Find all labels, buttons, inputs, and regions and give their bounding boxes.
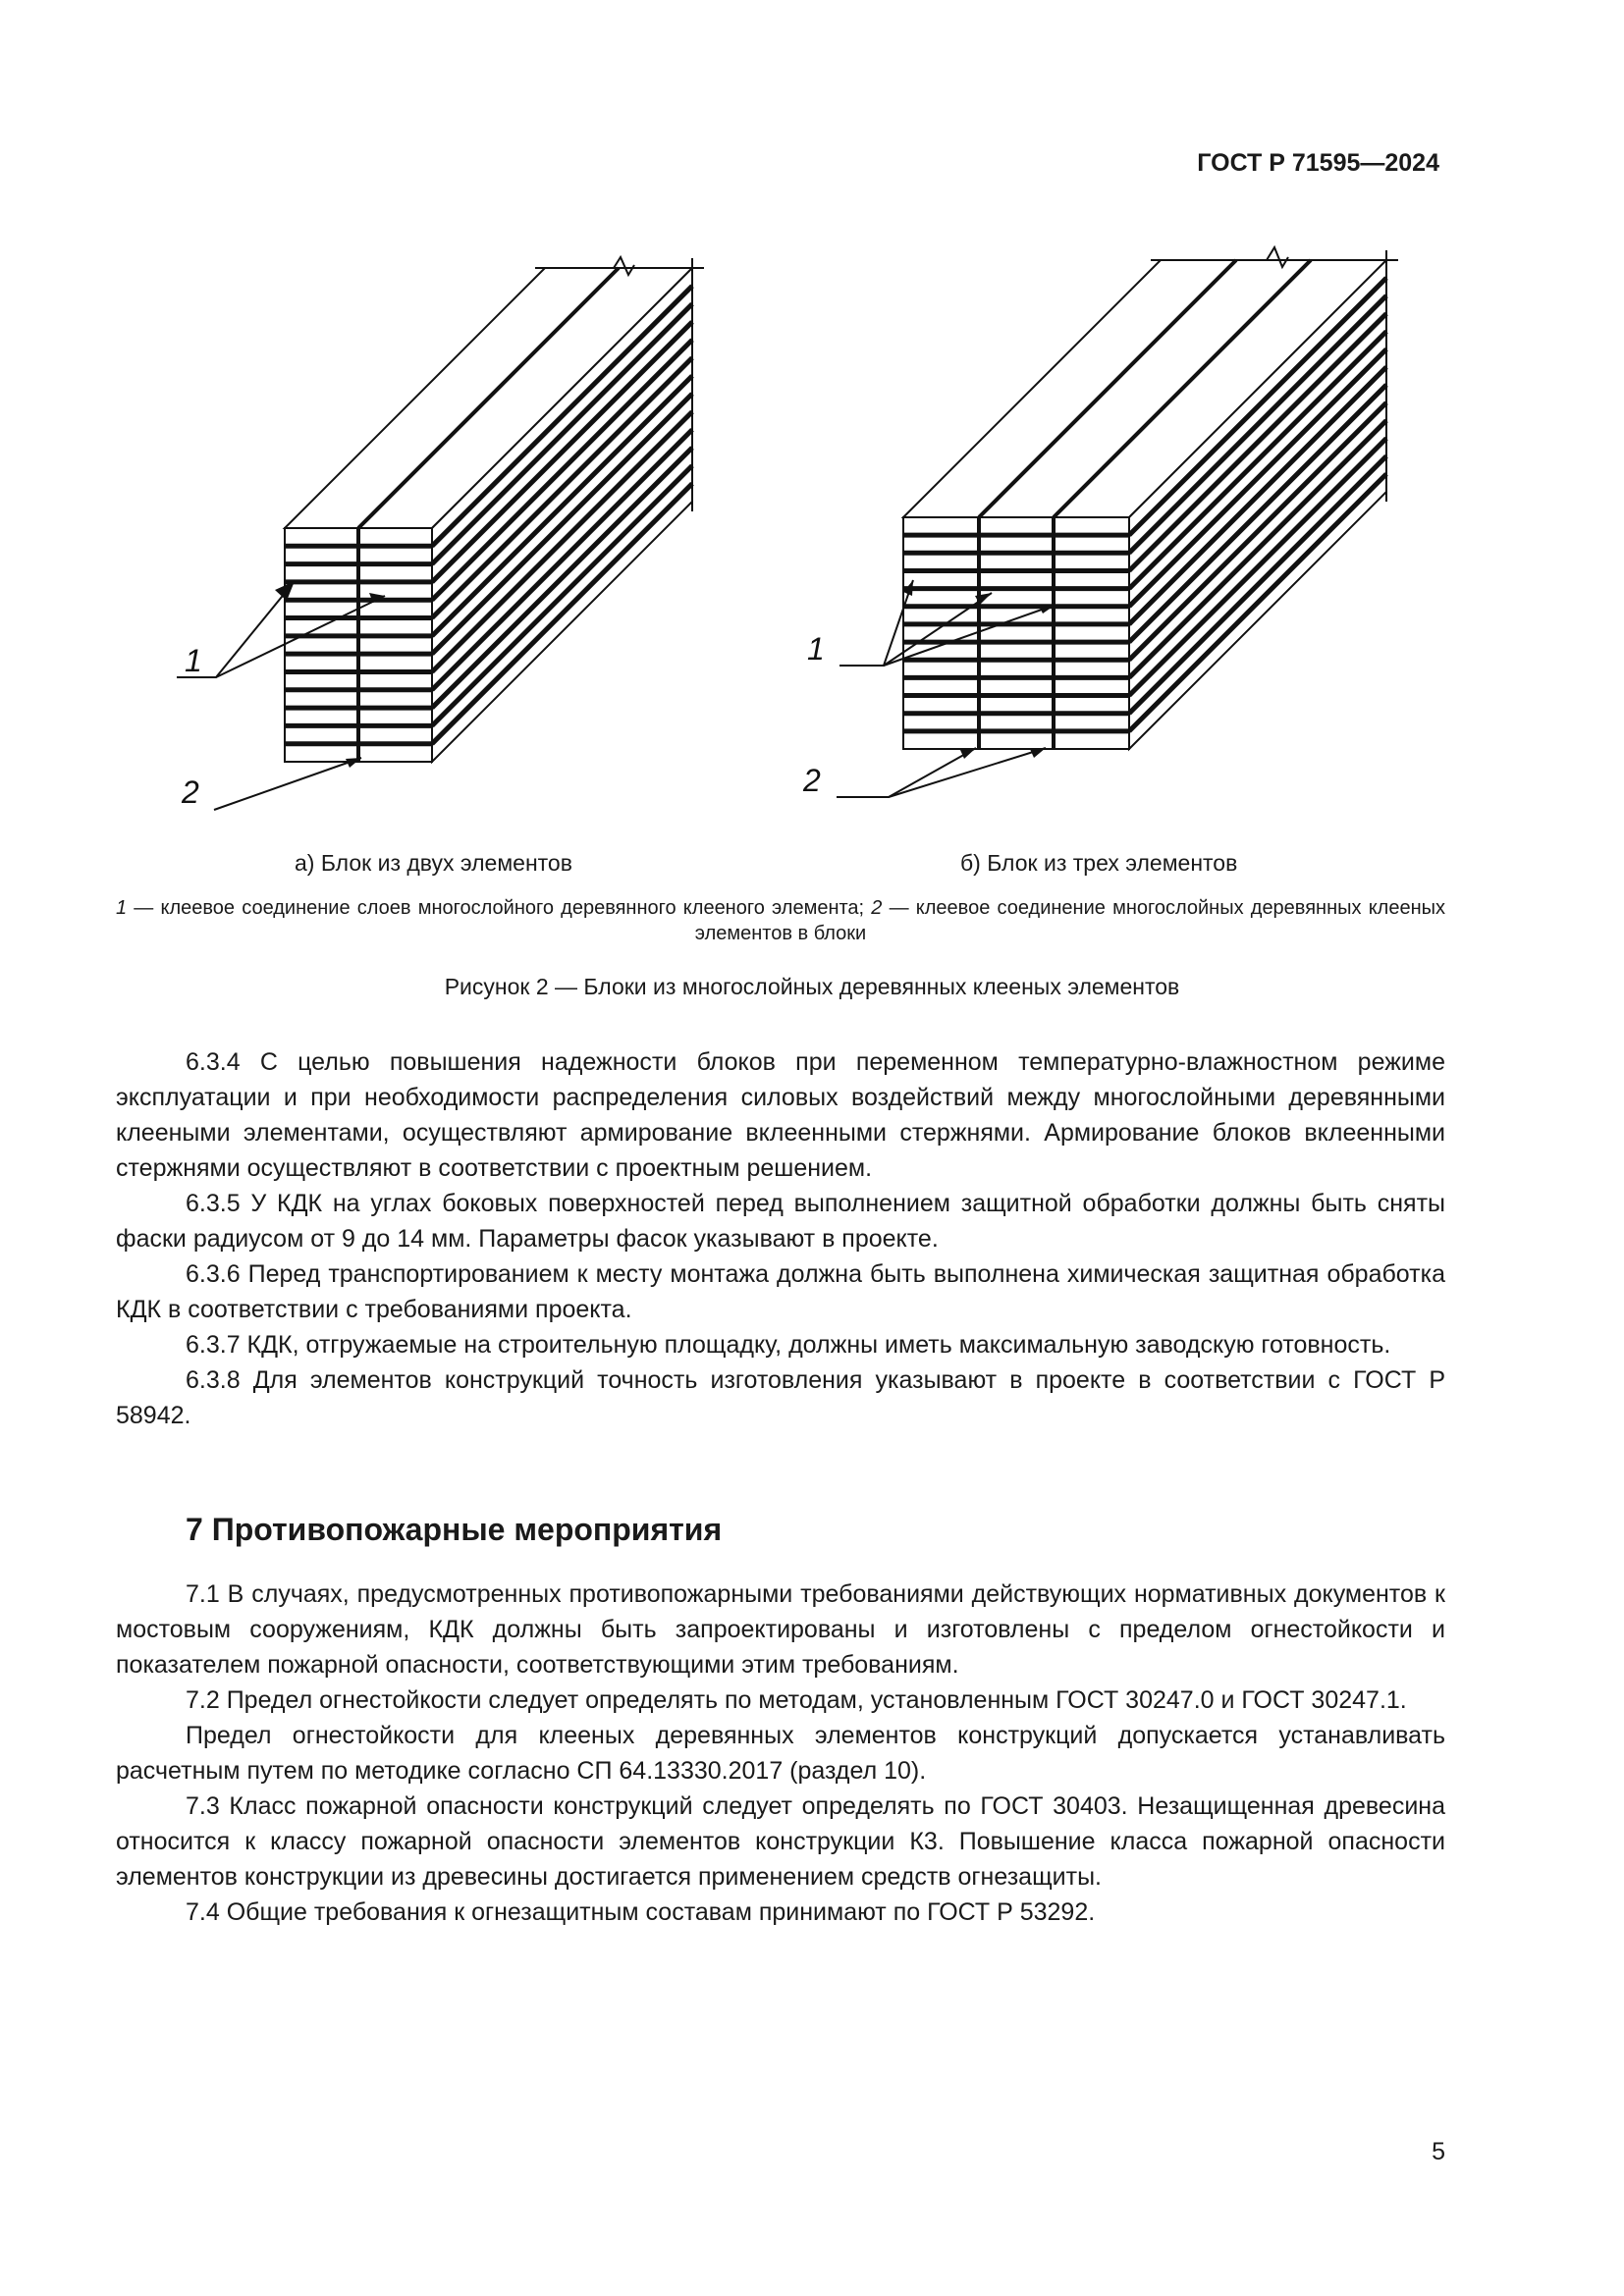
document-id: ГОСТ Р 71595—2024 [1197, 149, 1439, 177]
paragraph-7-2-b: Предел огнестойкости для клееных деревянных элементов конструкций допускается устанавливать расчетным путем по методике согласно СП 64.13330.2017 (раздел 10). [116, 1722, 1445, 1785]
legend-1-number: 1 [116, 897, 128, 919]
label-1-b: 1 [807, 631, 825, 667]
caption-b: б) Блок из трех элементов [960, 850, 1238, 876]
legend-2-number: 2 [871, 897, 883, 919]
paragraph-6-3-5: 6.3.5 У КДК на углах боковых поверхностей перед выполнением защитной обработки должны быть сняты фаски радиусом от 9 до 14 мм. Параметры фасок указывают в проекте. [116, 1190, 1445, 1253]
paragraph-6-3-8: 6.3.8 Для элементов конструкций точность изготовления указывают в проекте в соответствии с ГОСТ Р 58942. [116, 1366, 1445, 1429]
page-number: 5 [1432, 2138, 1445, 2165]
figure-title: Рисунок 2 — Блоки из многослойных деревянных клееных элементов [444, 974, 1180, 999]
paragraph-7-4: 7.4 Общие требования к огнезащитным составам принимают по ГОСТ Р 53292. [186, 1898, 1096, 1926]
legend-1-text: — клеевое соединение слоев многослойного деревянного клееного элемента; [127, 897, 872, 919]
paragraph-6-3-4: 6.3.4 С целью повышения надежности блоков при переменном температурно-влажностном режиме эксплуатации и при необходимости распределения силовых воздействий между многослойными деревянными клееными элементами, осуществляют армирование вклеенными стержнями. Армирование блоков вклеенными стержнями осуществляют в соответствии с проектным решением. [116, 1048, 1445, 1182]
section-7-paragraphs [116, 1576, 1445, 1930]
paragraph-6-3-7: 6.3.7 КДК, отгружаемые на строительную площадку, должны иметь максимальную заводскую готовность. [186, 1331, 1391, 1359]
section-7 [116, 1512, 1445, 1547]
label-2-b: 2 [803, 763, 821, 798]
block-two-elements [285, 257, 704, 762]
block-three-elements [903, 247, 1398, 749]
paragraph-7-2: 7.2 Предел огнестойкости следует определять по методам, установленным ГОСТ 30247.0 и ГОСТ 30247.1. [186, 1686, 1407, 1714]
caption-a: а) Блок из двух элементов [295, 850, 572, 876]
paragraph-7-1: 7.1 В случаях, предусмотренных противопожарными требованиями действующих нормативных документов к мостовым сооружениям, КДК должны быть запроектированы и изготовлены с пределом огнестойкости и показателем пожарной опасности, соответствующими этим требованиям. [116, 1580, 1445, 1679]
paragraph-6-3-6: 6.3.6 Перед транспортированием к месту монтажа должна быть выполнена химическая защитная обработка КДК в соответствии с требованиями проекта. [116, 1260, 1445, 1323]
section-7-heading: 7 Противопожарные мероприятия [186, 1512, 723, 1547]
legend-2-text: — клеевое соединение многослойных деревянных клееных элементов в блоки [694, 897, 1445, 944]
paragraph-7-3: 7.3 Класс пожарной опасности конструкций следует определять по ГОСТ 30403. Незащищенная древесина относится к классу пожарной опасности элементов конструкции К3. Повышение класса пожарной опасности элементов конструкции из древесины достигается применением средств огнезащиты. [116, 1792, 1445, 1891]
label-1-a: 1 [185, 643, 202, 678]
figure-2-drawing [0, 0, 1624, 834]
label-2-a: 2 [182, 774, 199, 810]
section-6-paragraphs [116, 1044, 1445, 1433]
figure-legend [116, 895, 1445, 946]
